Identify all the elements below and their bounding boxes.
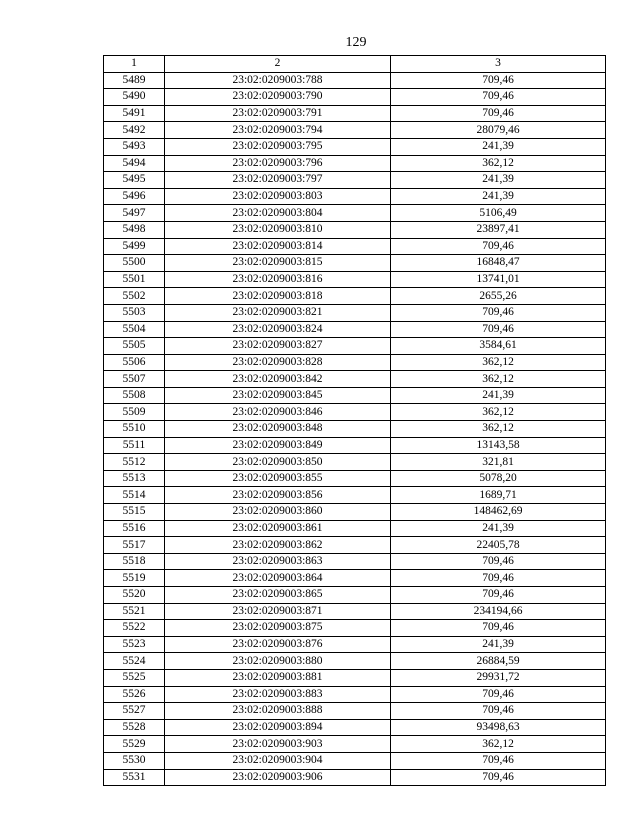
cadastral-number-cell: 23:02:0209003:810 bbox=[165, 221, 391, 238]
table-row bbox=[104, 371, 606, 388]
table-row bbox=[104, 304, 606, 321]
table-header-row bbox=[104, 56, 606, 73]
column-header: 1 bbox=[104, 56, 165, 73]
table-row bbox=[104, 504, 606, 521]
table-row bbox=[104, 454, 606, 471]
row-number-cell: 5516 bbox=[104, 520, 165, 537]
value-cell: 2655,26 bbox=[391, 288, 606, 305]
table-row bbox=[104, 636, 606, 653]
cadastral-number-cell: 23:02:0209003:795 bbox=[165, 138, 391, 155]
cadastral-number-cell: 23:02:0209003:824 bbox=[165, 321, 391, 338]
row-number-cell: 5494 bbox=[104, 155, 165, 172]
value-cell: 5078,20 bbox=[391, 470, 606, 487]
cadastral-number-cell: 23:02:0209003:849 bbox=[165, 437, 391, 454]
value-cell: 709,46 bbox=[391, 321, 606, 338]
value-cell: 16848,47 bbox=[391, 255, 606, 272]
value-cell: 709,46 bbox=[391, 703, 606, 720]
value-cell: 23897,41 bbox=[391, 221, 606, 238]
table-row bbox=[104, 338, 606, 355]
table-row bbox=[104, 205, 606, 222]
table-row bbox=[104, 736, 606, 753]
row-number-cell: 5508 bbox=[104, 387, 165, 404]
cadastral-number-cell: 23:02:0209003:842 bbox=[165, 371, 391, 388]
row-number-cell: 5523 bbox=[104, 636, 165, 653]
cadastral-number-cell: 23:02:0209003:790 bbox=[165, 89, 391, 106]
column-header: 3 bbox=[391, 56, 606, 73]
row-number-cell: 5497 bbox=[104, 205, 165, 222]
row-number-cell: 5520 bbox=[104, 587, 165, 604]
value-cell: 709,46 bbox=[391, 686, 606, 703]
value-cell: 321,81 bbox=[391, 454, 606, 471]
table-row bbox=[104, 105, 606, 122]
row-number-cell: 5501 bbox=[104, 271, 165, 288]
row-number-cell: 5510 bbox=[104, 421, 165, 438]
column-header: 2 bbox=[165, 56, 391, 73]
cadastral-number-cell: 23:02:0209003:881 bbox=[165, 669, 391, 686]
row-number-cell: 5525 bbox=[104, 669, 165, 686]
value-cell: 241,39 bbox=[391, 188, 606, 205]
value-cell: 709,46 bbox=[391, 304, 606, 321]
row-number-cell: 5491 bbox=[104, 105, 165, 122]
value-cell: 22405,78 bbox=[391, 537, 606, 554]
value-cell: 362,12 bbox=[391, 404, 606, 421]
table-row bbox=[104, 603, 606, 620]
table-row bbox=[104, 686, 606, 703]
cadastral-number-cell: 23:02:0209003:894 bbox=[165, 719, 391, 736]
value-cell: 13143,58 bbox=[391, 437, 606, 454]
value-cell: 5106,49 bbox=[391, 205, 606, 222]
row-number-cell: 5521 bbox=[104, 603, 165, 620]
value-cell: 709,46 bbox=[391, 89, 606, 106]
row-number-cell: 5509 bbox=[104, 404, 165, 421]
row-number-cell: 5522 bbox=[104, 620, 165, 637]
value-cell: 241,39 bbox=[391, 636, 606, 653]
cadastral-number-cell: 23:02:0209003:791 bbox=[165, 105, 391, 122]
table-row bbox=[104, 255, 606, 272]
table-row bbox=[104, 321, 606, 338]
row-number-cell: 5512 bbox=[104, 454, 165, 471]
table-row bbox=[104, 89, 606, 106]
value-cell: 709,46 bbox=[391, 238, 606, 255]
row-number-cell: 5527 bbox=[104, 703, 165, 720]
cadastral-number-cell: 23:02:0209003:848 bbox=[165, 421, 391, 438]
value-cell: 148462,69 bbox=[391, 504, 606, 521]
row-number-cell: 5493 bbox=[104, 138, 165, 155]
table-body bbox=[104, 72, 606, 786]
row-number-cell: 5531 bbox=[104, 769, 165, 786]
cadastral-number-cell: 23:02:0209003:871 bbox=[165, 603, 391, 620]
value-cell: 241,39 bbox=[391, 172, 606, 189]
cadastral-number-cell: 23:02:0209003:796 bbox=[165, 155, 391, 172]
row-number-cell: 5502 bbox=[104, 288, 165, 305]
table-row bbox=[104, 470, 606, 487]
row-number-cell: 5519 bbox=[104, 570, 165, 587]
cadastral-number-cell: 23:02:0209003:797 bbox=[165, 172, 391, 189]
cadastral-number-cell: 23:02:0209003:818 bbox=[165, 288, 391, 305]
row-number-cell: 5514 bbox=[104, 487, 165, 504]
value-cell: 709,46 bbox=[391, 72, 606, 89]
row-number-cell: 5503 bbox=[104, 304, 165, 321]
value-cell: 362,12 bbox=[391, 371, 606, 388]
value-cell: 3584,61 bbox=[391, 338, 606, 355]
cadastral-number-cell: 23:02:0209003:814 bbox=[165, 238, 391, 255]
cadastral-number-cell: 23:02:0209003:862 bbox=[165, 537, 391, 554]
row-number-cell: 5505 bbox=[104, 338, 165, 355]
table-row bbox=[104, 520, 606, 537]
table-row bbox=[104, 404, 606, 421]
row-number-cell: 5515 bbox=[104, 504, 165, 521]
table-row bbox=[104, 421, 606, 438]
row-number-cell: 5507 bbox=[104, 371, 165, 388]
cadastral-number-cell: 23:02:0209003:903 bbox=[165, 736, 391, 753]
cadastral-number-cell: 23:02:0209003:864 bbox=[165, 570, 391, 587]
row-number-cell: 5495 bbox=[104, 172, 165, 189]
page-number: 129 bbox=[345, 35, 367, 50]
value-cell: 28079,46 bbox=[391, 122, 606, 139]
value-cell: 709,46 bbox=[391, 620, 606, 637]
table-row bbox=[104, 570, 606, 587]
value-cell: 234194,66 bbox=[391, 603, 606, 620]
table-row bbox=[104, 172, 606, 189]
cadastral-number-cell: 23:02:0209003:865 bbox=[165, 587, 391, 604]
cadastral-number-cell: 23:02:0209003:845 bbox=[165, 387, 391, 404]
value-cell: 241,39 bbox=[391, 138, 606, 155]
cadastral-number-cell: 23:02:0209003:821 bbox=[165, 304, 391, 321]
value-cell: 29931,72 bbox=[391, 669, 606, 686]
cadastral-table bbox=[103, 55, 606, 786]
value-cell: 709,46 bbox=[391, 769, 606, 786]
table-row bbox=[104, 138, 606, 155]
table-row bbox=[104, 221, 606, 238]
row-number-cell: 5524 bbox=[104, 653, 165, 670]
table-row bbox=[104, 437, 606, 454]
row-number-cell: 5530 bbox=[104, 752, 165, 769]
row-number-cell: 5511 bbox=[104, 437, 165, 454]
value-cell: 709,46 bbox=[391, 553, 606, 570]
value-cell: 709,46 bbox=[391, 105, 606, 122]
value-cell: 709,46 bbox=[391, 587, 606, 604]
cadastral-number-cell: 23:02:0209003:880 bbox=[165, 653, 391, 670]
value-cell: 241,39 bbox=[391, 520, 606, 537]
table-row bbox=[104, 188, 606, 205]
row-number-cell: 5499 bbox=[104, 238, 165, 255]
table-row bbox=[104, 122, 606, 139]
row-number-cell: 5498 bbox=[104, 221, 165, 238]
value-cell: 709,46 bbox=[391, 752, 606, 769]
table-row bbox=[104, 553, 606, 570]
cadastral-number-cell: 23:02:0209003:856 bbox=[165, 487, 391, 504]
value-cell: 1689,71 bbox=[391, 487, 606, 504]
row-number-cell: 5496 bbox=[104, 188, 165, 205]
value-cell: 93498,63 bbox=[391, 719, 606, 736]
cadastral-number-cell: 23:02:0209003:827 bbox=[165, 338, 391, 355]
cadastral-number-cell: 23:02:0209003:906 bbox=[165, 769, 391, 786]
row-number-cell: 5526 bbox=[104, 686, 165, 703]
table-row bbox=[104, 271, 606, 288]
row-number-cell: 5504 bbox=[104, 321, 165, 338]
cadastral-number-cell: 23:02:0209003:855 bbox=[165, 470, 391, 487]
cadastral-number-cell: 23:02:0209003:816 bbox=[165, 271, 391, 288]
table-row bbox=[104, 587, 606, 604]
table-row bbox=[104, 703, 606, 720]
table-row bbox=[104, 72, 606, 89]
value-cell: 362,12 bbox=[391, 421, 606, 438]
row-number-cell: 5500 bbox=[104, 255, 165, 272]
cadastral-number-cell: 23:02:0209003:788 bbox=[165, 72, 391, 89]
row-number-cell: 5513 bbox=[104, 470, 165, 487]
table-row bbox=[104, 487, 606, 504]
row-number-cell: 5529 bbox=[104, 736, 165, 753]
value-cell: 26884,59 bbox=[391, 653, 606, 670]
row-number-cell: 5492 bbox=[104, 122, 165, 139]
table-row bbox=[104, 653, 606, 670]
table-row bbox=[104, 719, 606, 736]
value-cell: 13741,01 bbox=[391, 271, 606, 288]
table-row bbox=[104, 537, 606, 554]
table-row bbox=[104, 288, 606, 305]
cadastral-number-cell: 23:02:0209003:863 bbox=[165, 553, 391, 570]
table-row bbox=[104, 238, 606, 255]
table-row bbox=[104, 669, 606, 686]
cadastral-number-cell: 23:02:0209003:804 bbox=[165, 205, 391, 222]
value-cell: 362,12 bbox=[391, 736, 606, 753]
cadastral-number-cell: 23:02:0209003:876 bbox=[165, 636, 391, 653]
row-number-cell: 5489 bbox=[104, 72, 165, 89]
table-row bbox=[104, 620, 606, 637]
cadastral-number-cell: 23:02:0209003:850 bbox=[165, 454, 391, 471]
cadastral-number-cell: 23:02:0209003:860 bbox=[165, 504, 391, 521]
cadastral-number-cell: 23:02:0209003:888 bbox=[165, 703, 391, 720]
table-row bbox=[104, 387, 606, 404]
value-cell: 241,39 bbox=[391, 387, 606, 404]
cadastral-number-cell: 23:02:0209003:883 bbox=[165, 686, 391, 703]
row-number-cell: 5518 bbox=[104, 553, 165, 570]
cadastral-number-cell: 23:02:0209003:828 bbox=[165, 354, 391, 371]
table-row bbox=[104, 155, 606, 172]
table-row bbox=[104, 769, 606, 786]
cadastral-number-cell: 23:02:0209003:815 bbox=[165, 255, 391, 272]
cadastral-number-cell: 23:02:0209003:861 bbox=[165, 520, 391, 537]
table-row bbox=[104, 752, 606, 769]
row-number-cell: 5517 bbox=[104, 537, 165, 554]
row-number-cell: 5528 bbox=[104, 719, 165, 736]
cadastral-number-cell: 23:02:0209003:803 bbox=[165, 188, 391, 205]
value-cell: 362,12 bbox=[391, 354, 606, 371]
cadastral-number-cell: 23:02:0209003:875 bbox=[165, 620, 391, 637]
row-number-cell: 5490 bbox=[104, 89, 165, 106]
cadastral-number-cell: 23:02:0209003:794 bbox=[165, 122, 391, 139]
value-cell: 362,12 bbox=[391, 155, 606, 172]
cadastral-number-cell: 23:02:0209003:904 bbox=[165, 752, 391, 769]
table-row bbox=[104, 354, 606, 371]
cadastral-number-cell: 23:02:0209003:846 bbox=[165, 404, 391, 421]
value-cell: 709,46 bbox=[391, 570, 606, 587]
row-number-cell: 5506 bbox=[104, 354, 165, 371]
